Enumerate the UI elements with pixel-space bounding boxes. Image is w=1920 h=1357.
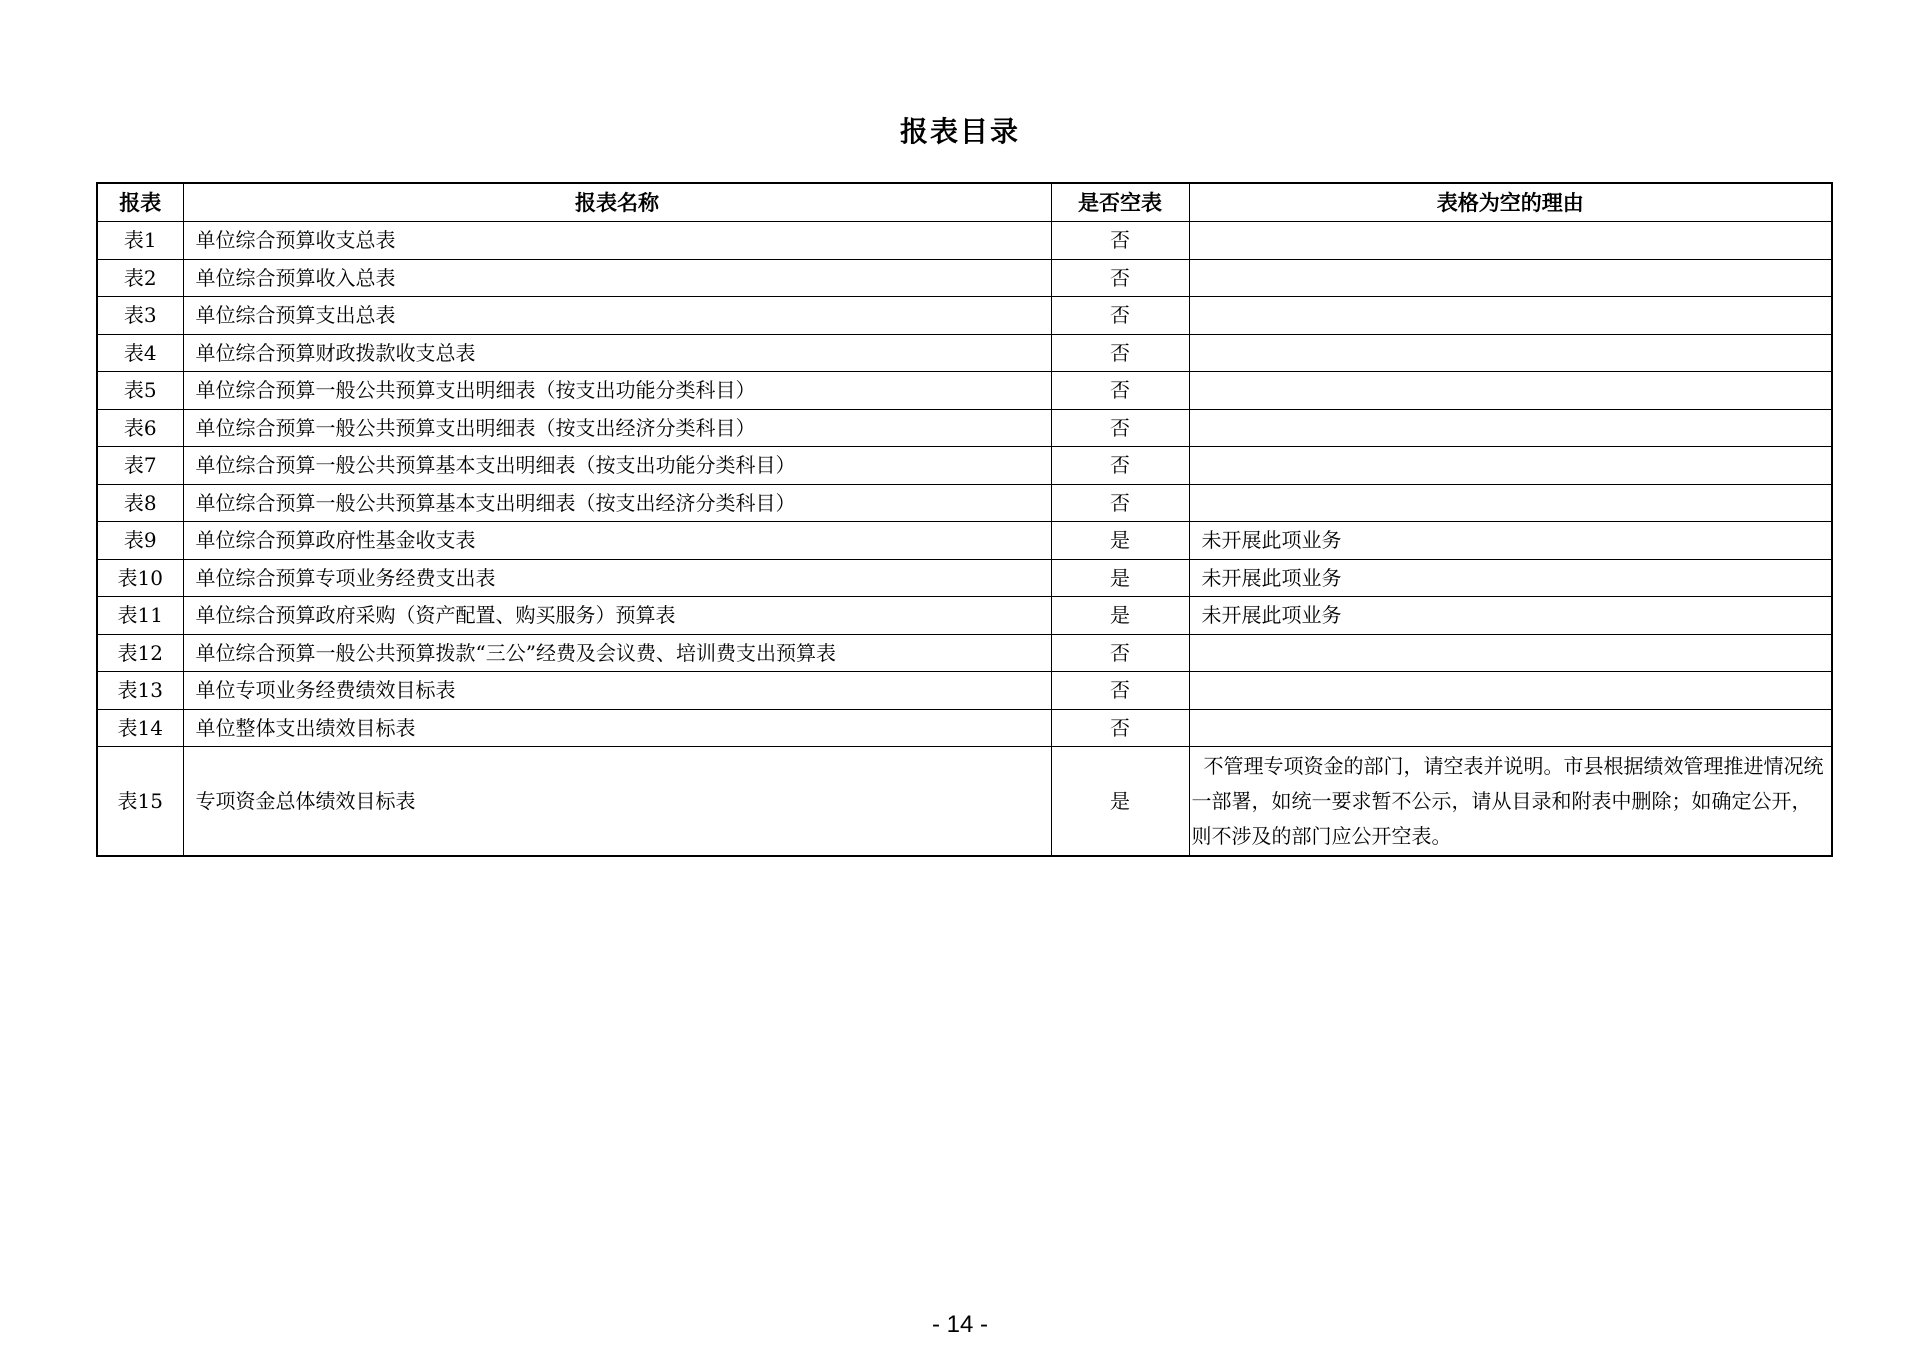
report-name: 单位综合预算财政拨款收支总表 (183, 334, 1051, 372)
report-name: 单位综合预算一般公共预算支出明细表（按支出经济分类科目） (183, 409, 1051, 447)
report-name: 单位综合预算专项业务经费支出表 (183, 559, 1051, 597)
table-row (97, 447, 1832, 485)
table-row (97, 484, 1832, 522)
empty-reason (1189, 409, 1832, 447)
is-empty: 否 (1051, 372, 1189, 410)
table-row (97, 409, 1832, 447)
table-row (97, 522, 1832, 560)
table-row (97, 634, 1832, 672)
empty-reason (1189, 484, 1832, 522)
table-row (97, 747, 1832, 857)
report-no: 表14 (97, 709, 183, 747)
is-empty: 否 (1051, 297, 1189, 335)
report-no: 表5 (97, 372, 183, 410)
empty-reason (1189, 372, 1832, 410)
report-no: 表8 (97, 484, 183, 522)
header-is-empty: 是否空表 (1051, 183, 1189, 222)
report-no: 表11 (97, 597, 183, 635)
is-empty: 是 (1051, 559, 1189, 597)
table-row (97, 672, 1832, 710)
report-no: 表15 (97, 747, 183, 857)
is-empty: 是 (1051, 597, 1189, 635)
is-empty: 否 (1051, 672, 1189, 710)
is-empty: 否 (1051, 409, 1189, 447)
page-title: 报表目录 (899, 115, 1020, 148)
empty-reason (1189, 447, 1832, 485)
empty-reason (1189, 672, 1832, 710)
report-no: 表6 (97, 409, 183, 447)
report-no: 表13 (97, 672, 183, 710)
report-no: 表7 (97, 447, 183, 485)
report-name: 单位综合预算支出总表 (183, 297, 1051, 335)
report-catalog-table (96, 182, 1833, 857)
report-name: 单位综合预算政府性基金收支表 (183, 522, 1051, 560)
empty-reason: 未开展此项业务 (1189, 597, 1832, 635)
report-name: 单位综合预算一般公共预算支出明细表（按支出功能分类科目） (183, 372, 1051, 410)
report-name: 单位综合预算收支总表 (183, 222, 1051, 260)
report-name: 单位整体支出绩效目标表 (183, 709, 1051, 747)
is-empty: 否 (1051, 634, 1189, 672)
report-no: 表2 (97, 259, 183, 297)
table-row (97, 297, 1832, 335)
is-empty: 否 (1051, 447, 1189, 485)
table-row (97, 222, 1832, 260)
is-empty: 否 (1051, 484, 1189, 522)
report-no: 表4 (97, 334, 183, 372)
table-header-row (97, 183, 1832, 222)
is-empty: 否 (1051, 709, 1189, 747)
table-row (97, 334, 1832, 372)
header-report-no: 报表 (97, 183, 183, 222)
report-name: 单位综合预算一般公共预算基本支出明细表（按支出功能分类科目） (183, 447, 1051, 485)
header-empty-reason: 表格为空的理由 (1189, 183, 1832, 222)
is-empty: 否 (1051, 222, 1189, 260)
empty-reason (1189, 222, 1832, 260)
report-name: 单位综合预算政府采购（资产配置、购买服务）预算表 (183, 597, 1051, 635)
empty-reason (1189, 259, 1832, 297)
is-empty: 是 (1051, 522, 1189, 560)
report-name: 单位综合预算收入总表 (183, 259, 1051, 297)
report-name: 单位综合预算一般公共预算拨款“三公”经费及会议费、培训费支出预算表 (183, 634, 1051, 672)
report-no: 表12 (97, 634, 183, 672)
table-row (97, 709, 1832, 747)
table-row (97, 372, 1832, 410)
page-number: - 14 - (931, 1311, 988, 1338)
report-no: 表3 (97, 297, 183, 335)
empty-reason: 未开展此项业务 (1189, 559, 1832, 597)
table-row (97, 597, 1832, 635)
is-empty: 否 (1051, 259, 1189, 297)
report-no: 表10 (97, 559, 183, 597)
empty-reason (1189, 709, 1832, 747)
report-name: 单位综合预算一般公共预算基本支出明细表（按支出经济分类科目） (183, 484, 1051, 522)
report-name: 单位专项业务经费绩效目标表 (183, 672, 1051, 710)
header-report-name: 报表名称 (183, 183, 1051, 222)
report-name: 专项资金总体绩效目标表 (183, 747, 1051, 857)
empty-reason: 不管理专项资金的部门，请空表并说明。市县根据绩效管理推进情况统一部署，如统一要求暂不公示，请从目录和附表中删除；如确定公开，则不涉及的部门应公开空表。 (1189, 747, 1832, 857)
is-empty: 是 (1051, 747, 1189, 857)
is-empty: 否 (1051, 334, 1189, 372)
report-no: 表1 (97, 222, 183, 260)
empty-reason (1189, 634, 1832, 672)
empty-reason: 未开展此项业务 (1189, 522, 1832, 560)
report-no: 表9 (97, 522, 183, 560)
empty-reason (1189, 334, 1832, 372)
table-row (97, 559, 1832, 597)
table-row (97, 259, 1832, 297)
empty-reason (1189, 297, 1832, 335)
